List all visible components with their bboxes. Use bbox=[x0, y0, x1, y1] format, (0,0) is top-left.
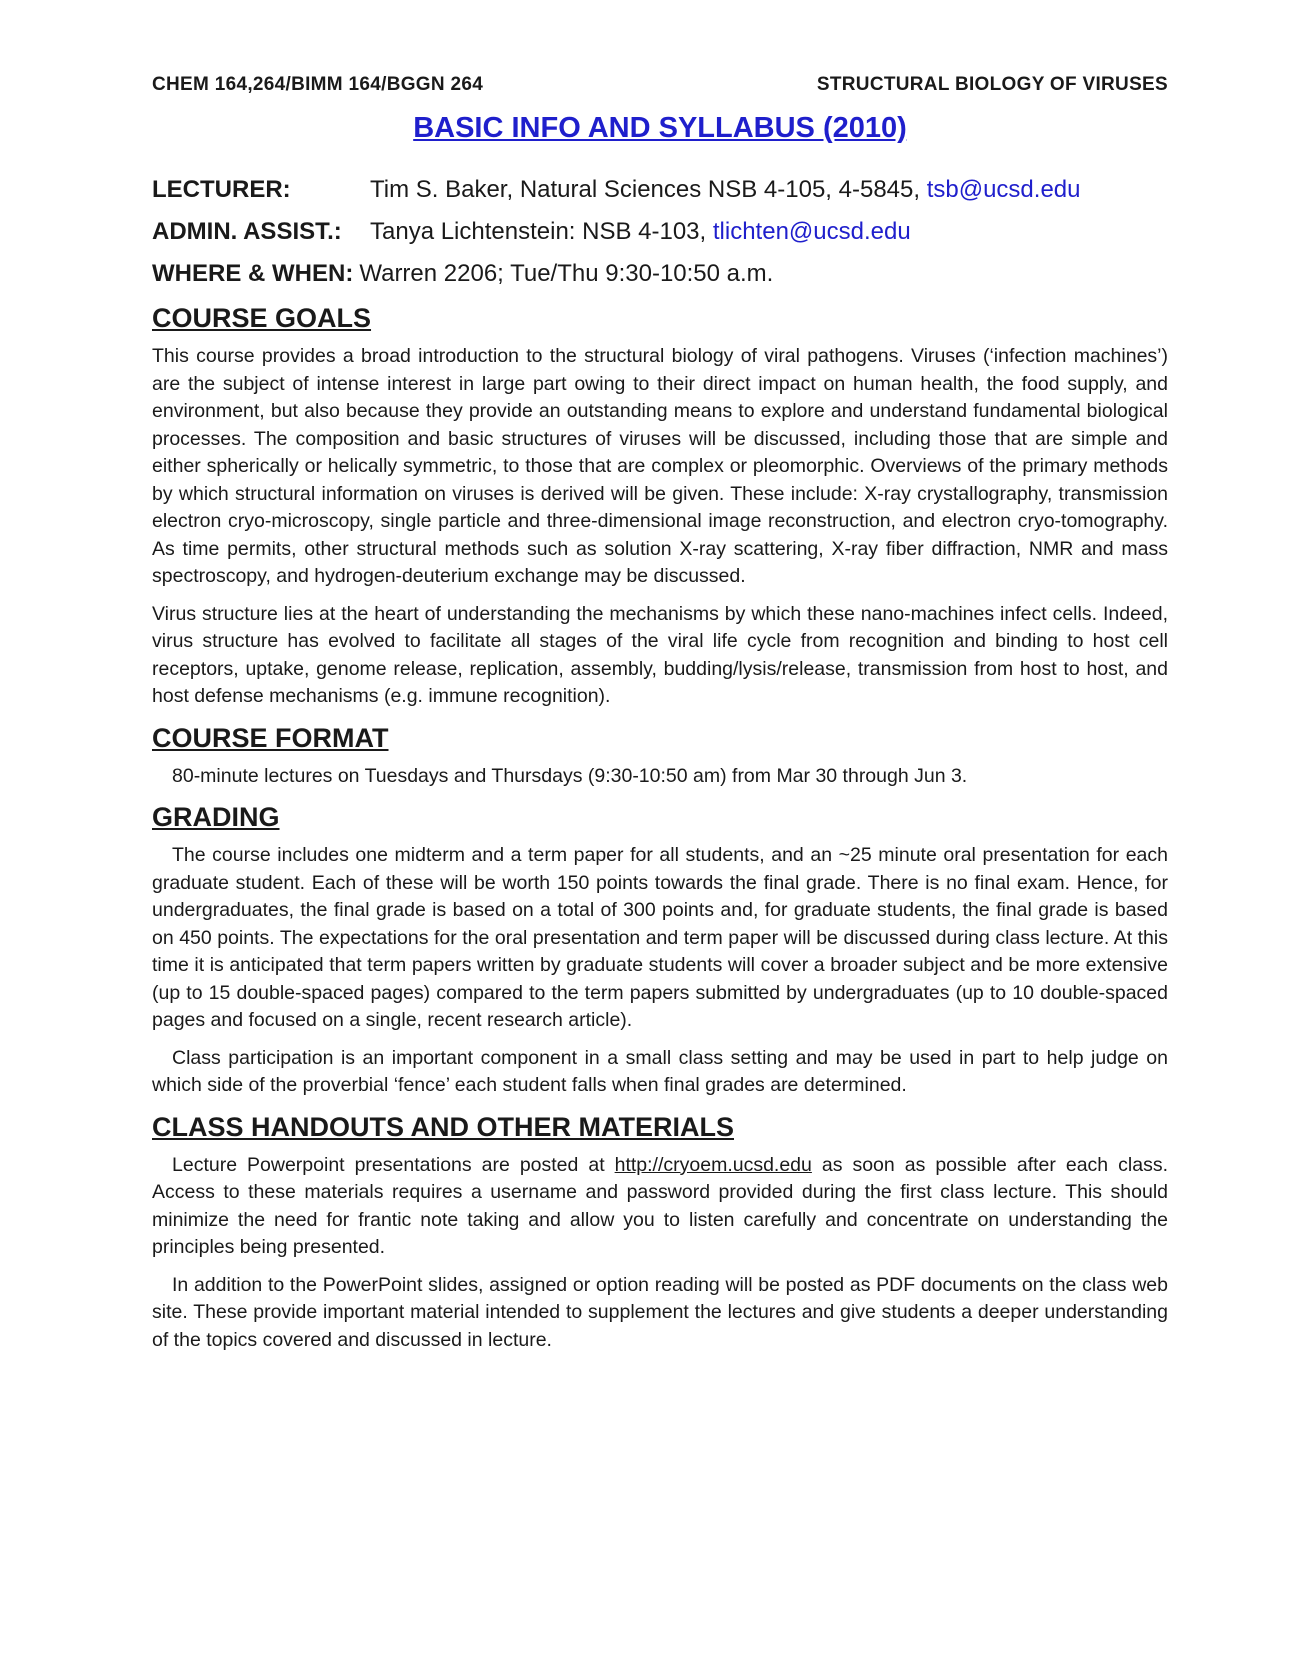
page-title: BASIC INFO AND SYLLABUS (2010) bbox=[413, 112, 907, 144]
lecturer-row bbox=[152, 169, 1168, 211]
lecturer-details: Tim S. Baker, Natural Sciences NSB 4-105, 4-5845, bbox=[370, 176, 927, 203]
course-title: STRUCTURAL BIOLOGY OF VIRUSES bbox=[816, 74, 1168, 95]
where-label: WHERE & WHEN: bbox=[152, 260, 354, 287]
course-codes: CHEM 164,264/BIMM 164/BGGN 264 bbox=[152, 74, 484, 95]
lecturer-label: LECTURER: bbox=[152, 176, 291, 203]
lecturer-value bbox=[370, 169, 1081, 211]
course-goals-paragraph-2: Virus structure lies at the heart of understanding the mechanisms by which these nano-machines infect cells. Indeed, virus structure has evolved to facilitate all stages of the viral life cycle from recognition and binding to host cell receptors, uptake, genome release, replication, assembly, budding/lysis/release, transmission from host to host, and host defense mechanisms (e.g. immune recognition). bbox=[152, 602, 1168, 707]
materials-text-before-link: Lecture Powerpoint presentations are posted at bbox=[172, 1153, 615, 1176]
course-goals-heading: COURSE GOALS bbox=[152, 303, 372, 333]
grading-paragraph-1: The course includes one midterm and a term paper for all students, and an ~25 minute oral presentation for each graduate student. Each of these will be worth 150 points towards the final grade. There is no final exam. Hence, for undergraduates, the final grade is based on a total of 300 points and, for graduate students, the final grade is based on 450 points. The expectations for the oral presentation and term paper will be discussed during class lecture. At this time it is anticipated that term papers written by graduate students will cover a broader subject and be more extensive (up to 15 double-spaced pages) compared to the term papers submitted by undergraduates (up to 10 double-spaced pages and focused on a single, recent research article). bbox=[152, 844, 1168, 1031]
materials-heading: CLASS HANDOUTS AND OTHER MATERIALS bbox=[152, 1111, 734, 1142]
materials-paragraph-1 bbox=[152, 1152, 1168, 1262]
admin-details: Tanya Lichtenstein: NSB 4-103, bbox=[370, 218, 713, 245]
grading-paragraph-2: Class participation is an important component in a small class setting and may be used in part to help judge on which side of the proverbial ‘fence’ each student falls when final grades are determined. bbox=[152, 1046, 1168, 1096]
running-header bbox=[152, 74, 1168, 96]
course-format-paragraph: 80-minute lectures on Tuesdays and Thursdays (9:30-10:50 am) from Mar 30 through Jun 3. bbox=[172, 764, 968, 787]
admin-value bbox=[370, 211, 911, 253]
where-row bbox=[152, 253, 1168, 295]
course-format-heading: COURSE FORMAT bbox=[152, 722, 389, 753]
cryoem-website-link[interactable]: http://cryoem.ucsd.edu bbox=[614, 1153, 812, 1176]
admin-email-link[interactable]: tlichten@ucsd.edu bbox=[712, 218, 911, 245]
materials-paragraph-2: In addition to the PowerPoint slides, assigned or option reading will be posted as PDF documents on the class web site. These provide important material intended to supplement the lectures and give students a deeper understanding of the topics covered and discussed in lecture. bbox=[152, 1273, 1168, 1351]
admin-row bbox=[152, 211, 1168, 253]
materials-text-after-link: as soon as possible after each class. Access to these materials requires a username and password provided during the first class lecture. This should minimize the need for frantic note taking and allow you to listen carefully and concentrate on understanding the principles being presented. bbox=[152, 1153, 1168, 1258]
course-goals-paragraph-1: This course provides a broad introduction to the structural biology of viral pathogens. Viruses (‘infection machines’) are the subject of intense interest in large part owing to their direct impact on human health, the food supply, and environment, but also because they provide an outstanding means to explore and understand fundamental biological processes. The composition and basic structures of viruses will be discussed, including those that are simple and either spherically or helically symmetric, to those that are complex or pleomorphic. Overviews of the primary methods by which structural information on viruses is derived will be given. These include: X-ray crystallography, transmission electron cryo-microscopy, single particle and three-dimensional image reconstruction, and electron cryo-tomography. As time permits, other structural methods such as solution X-ray scattering, X-ray fiber diffraction, NMR and mass spectroscopy, and hydrogen-deuterium exchange may be discussed. bbox=[152, 345, 1168, 587]
document-page bbox=[152, 74, 1168, 1364]
grading-heading: GRADING bbox=[152, 802, 280, 832]
admin-label: ADMIN. ASSIST.: bbox=[152, 218, 342, 245]
lecturer-email-link[interactable]: tsb@ucsd.edu bbox=[926, 176, 1081, 203]
where-value: Warren 2206; Tue/Thu 9:30-10:50 a.m. bbox=[359, 260, 774, 287]
